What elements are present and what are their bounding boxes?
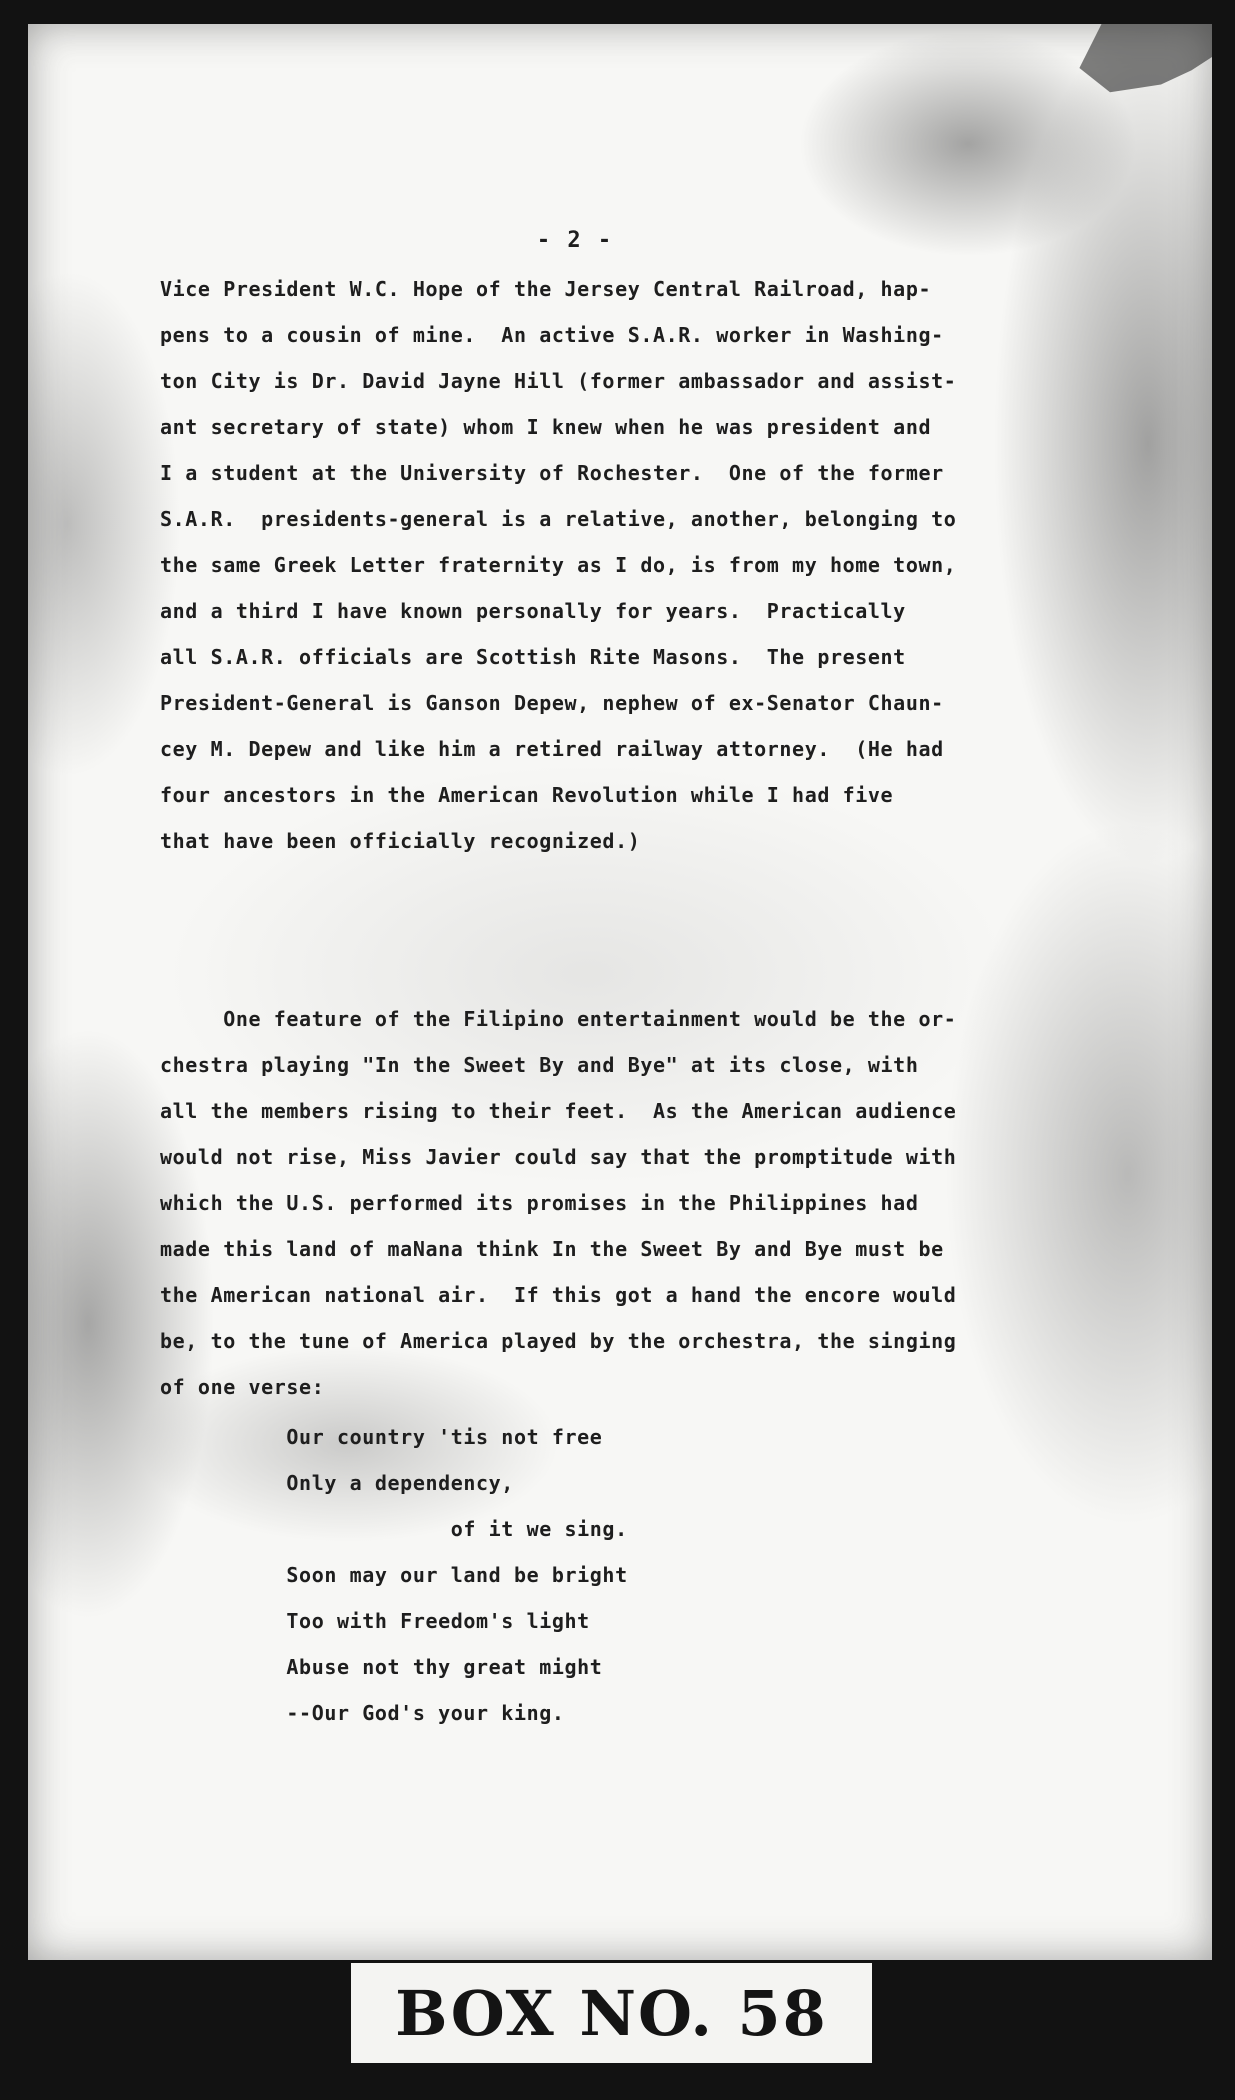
text-line: pens to a cousin of mine. An active S.A.R. worker in Washing- [160,323,944,347]
text-line: cey M. Depew and like him a retired railway attorney. (He had [160,737,944,761]
page-number: - 2 - [536,228,614,253]
text-line: the same Greek Letter fraternity as I do, is from my home town, [160,553,957,577]
text-line: four ancestors in the American Revolution while I had five [160,783,894,807]
text-line: would not rise, Miss Javier could say that the promptitude with [160,1145,957,1169]
poem-line: Our country 'tis not free [160,1425,603,1449]
text-line: which the U.S. performed its promises in the Philippines had [160,1191,919,1215]
poem-verse [160,1414,1060,1736]
text-line: One feature of the Filipino entertainment would be the or- [160,1007,957,1031]
text-line: Vice President W.C. Hope of the Jersey Central Railroad, hap- [160,277,932,301]
text-line: I a student at the University of Rochester. One of the former [160,461,944,485]
text-line: ant secretary of state) whom I knew when he was president and [160,415,932,439]
text-line: President-General is Ganson Depew, nephew of ex-Senator Chaun- [160,691,944,715]
poem-line: Soon may our land be bright [160,1563,628,1587]
paragraph-1 [160,266,1060,864]
text-line: S.A.R. presidents-general is a relative, another, belonging to [160,507,957,531]
text-line: ton City is Dr. David Jayne Hill (former ambassador and assist- [160,369,957,393]
poem-line: --Our God's your king. [160,1701,565,1725]
text-line: and a third I have known personally for years. Practically [160,599,906,623]
poem-line: Too with Freedom's light [160,1609,590,1633]
poem-line: of it we sing. [160,1517,628,1541]
text-line: made this land of maNana think In the Sweet By and Bye must be [160,1237,944,1261]
text-line: the American national air. If this got a hand the encore would [160,1283,957,1307]
torn-corner [1042,24,1212,134]
text-line: chestra playing "In the Sweet By and Bye" at its close, with [160,1053,919,1077]
poem-line: Only a dependency, [160,1471,514,1495]
text-line: that have been officially recognized.) [160,829,641,853]
poem-line: Abuse not thy great might [160,1655,603,1679]
text-line: be, to the tune of America played by the orchestra, the singing [160,1329,957,1353]
text-line: all S.A.R. officials are Scottish Rite Masons. The present [160,645,906,669]
text-line: all the members rising to their feet. As the American audience [160,1099,957,1123]
box-number-label: BOX NO. 58 [351,1963,872,2063]
text-line: of one verse: [160,1375,325,1399]
paragraph-2 [160,996,1060,1410]
